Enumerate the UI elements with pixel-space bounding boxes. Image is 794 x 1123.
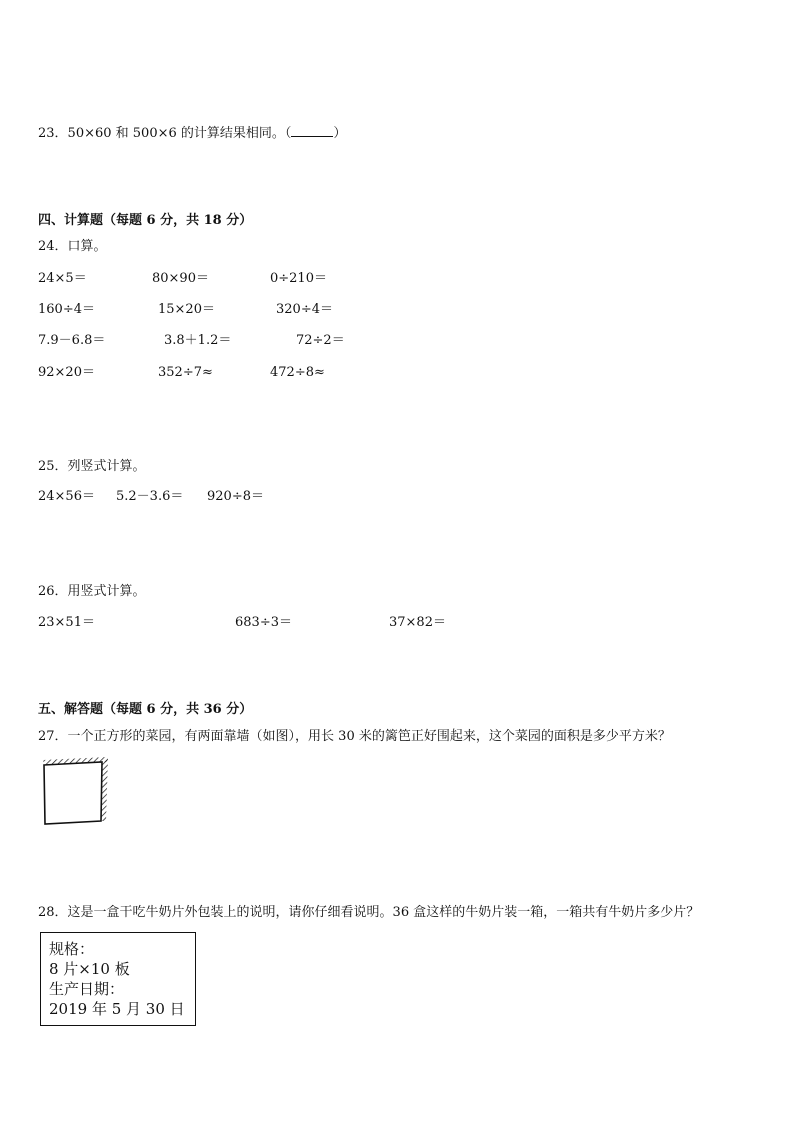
vertical-calc-item: 5.2－3.6＝ — [116, 489, 184, 504]
oral-calc-item: 352÷7≈ — [158, 365, 213, 380]
oral-calc-item: 15×20＝ — [158, 302, 215, 317]
oral-calc-item: 0÷210＝ — [270, 271, 327, 286]
oral-calc-item: 24×5＝ — [38, 271, 87, 286]
section-4-heading: 四、计算题（每题 6 分，共 18 分） — [38, 213, 253, 228]
oral-calc-item: 160÷4＝ — [38, 302, 95, 317]
question-23 — [38, 124, 346, 143]
oral-calc-item: 80×90＝ — [152, 271, 209, 286]
vertical-calc-item: 24×56＝ — [38, 489, 95, 504]
package-spec-box — [40, 932, 196, 1026]
spec-line: 生产日期： — [49, 980, 125, 998]
answer-blank[interactable] — [291, 124, 333, 137]
spec-line: 规格： — [49, 940, 95, 958]
vertical-calc-item: 37×82＝ — [389, 615, 446, 630]
garden-square — [44, 762, 102, 824]
question-28-text: 28．这是一盒干吃牛奶片外包装上的说明，请你仔细看说明。36 盒这样的牛奶片装一箱，一箱共有牛奶片多少片？ — [38, 905, 700, 920]
question-25-label: 25．列竖式计算。 — [38, 459, 146, 474]
vertical-calc-item: 683÷3＝ — [235, 615, 292, 630]
oral-calc-item: 7.9－6.8＝ — [38, 333, 106, 348]
oral-calc-item: 3.8＋1.2＝ — [164, 333, 232, 348]
question-23-close: ） — [333, 126, 347, 141]
oral-calc-item: 72÷2＝ — [296, 333, 345, 348]
square-garden-figure — [38, 755, 112, 829]
oral-calc-item: 320÷4＝ — [276, 302, 333, 317]
question-23-text: 23．50×60 和 500×6 的计算结果相同。（ — [38, 126, 292, 141]
question-27-text: 27．一个正方形的菜园，有两面靠墙（如图），用长 30 米的篱笆正好围起来，这个菜园的面积是多少平方米？ — [38, 729, 671, 744]
spec-line: 2019 年 5 月 30 日 — [49, 1000, 185, 1018]
section-5-heading: 五、解答题（每题 6 分，共 36 分） — [38, 702, 253, 717]
oral-calc-item: 92×20＝ — [38, 365, 95, 380]
question-24-label: 24．口算。 — [38, 239, 107, 254]
question-26-label: 26．用竖式计算。 — [38, 584, 146, 599]
vertical-calc-item: 920÷8＝ — [207, 489, 264, 504]
vertical-calc-item: 23×51＝ — [38, 615, 95, 630]
oral-calc-item: 472÷8≈ — [270, 365, 325, 380]
spec-line: 8 片×10 板 — [49, 960, 130, 978]
